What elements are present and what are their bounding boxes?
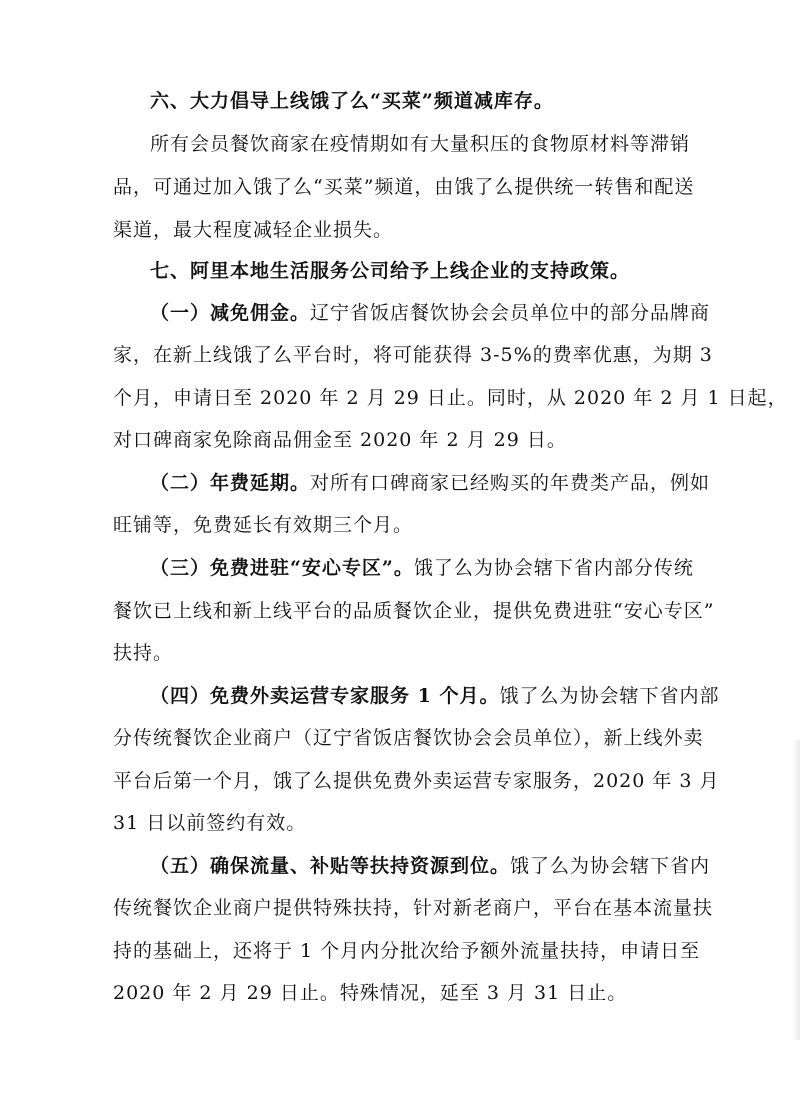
- item-3-text: 饿了么为协会辖下省内部分传统: [413, 557, 694, 579]
- item-5-line-1: [150, 853, 710, 879]
- page-edge-shadow: [792, 740, 800, 1040]
- item-4-title: （四）免费外卖运营专家服务 1 个月。: [150, 685, 500, 707]
- item-3-line-2: 餐饮已上线和新上线平台的品质餐饮企业，提供免费进驻“安心专区”: [113, 600, 715, 622]
- item-1-line-4: 对口碑商家免除商品佣金至 2020 年 2 月 29 日。: [113, 429, 567, 451]
- item-4-line-3: 平台后第一个月，饿了么提供免费外卖运营专家服务，2020 年 3 月: [113, 770, 720, 792]
- section-6-line-3: 渠道，最大程度减轻企业损失。: [113, 219, 394, 241]
- item-5-text: 饿了么为协会辖下省内: [510, 855, 711, 877]
- item-4-line-4: 31 日以前签约有效。: [113, 812, 307, 834]
- item-3-title: （三）免费进驻“安心专区”。: [150, 557, 414, 579]
- item-3-line-1: [150, 555, 694, 581]
- section-6-line-1: 所有会员餐饮商家在疫情期如有大量积压的食物原材料等滞销: [150, 133, 691, 155]
- section-7-heading: 七、阿里本地生活服务公司给予上线企业的支持政策。: [150, 260, 631, 282]
- item-5-title: （五）确保流量、补贴等扶持资源到位。: [150, 855, 511, 877]
- item-2-line-2: 旺铺等，免费延长有效期三个月。: [113, 514, 414, 536]
- item-2-text: 对所有口碑商家已经购买的年费类产品，例如: [310, 472, 711, 494]
- section-6-line-2: 品，可通过加入饿了么“买菜”频道，由饿了么提供统一转售和配送: [113, 176, 695, 198]
- item-1-line-3: 个月，申请日至 2020 年 2 月 29 日止。同时，从 2020 年 2 月 1 日起，: [113, 387, 788, 409]
- item-4-text: 饿了么为协会辖下省内部: [499, 685, 720, 707]
- item-2-line-1: [150, 470, 710, 496]
- item-5-line-2: 传统餐饮企业商户提供特殊扶持，针对新老商户，平台在基本流量扶: [113, 897, 714, 919]
- item-5-line-3: 持的基础上，还将于 1 个月内分批次给予额外流量扶持，申请日至: [113, 940, 701, 962]
- item-3-line-3: 扶持。: [113, 642, 174, 664]
- item-2-title: （二）年费延期。: [150, 472, 311, 494]
- item-5-line-4: 2020 年 2 月 29 日止。特殊情况，延至 3 月 31 日止。: [113, 982, 628, 1004]
- item-4-line-2: 分传统餐饮企业商户（辽宁省饭店餐饮协会会员单位），新上线外卖: [113, 727, 704, 749]
- item-1-line-2: 家，在新上线饿了么平台时，将可能获得 3-5%的费率优惠，为期 3: [113, 344, 713, 366]
- section-6-heading: 六、大力倡导上线饿了么“买菜”频道减库存。: [150, 90, 554, 112]
- item-1-title: （一）减免佣金。: [150, 302, 311, 324]
- item-1-text: 辽宁省饭店餐饮协会会员单位中的部分品牌商: [310, 302, 711, 324]
- item-4-line-1: [150, 683, 719, 709]
- item-1-line-1: [150, 300, 710, 326]
